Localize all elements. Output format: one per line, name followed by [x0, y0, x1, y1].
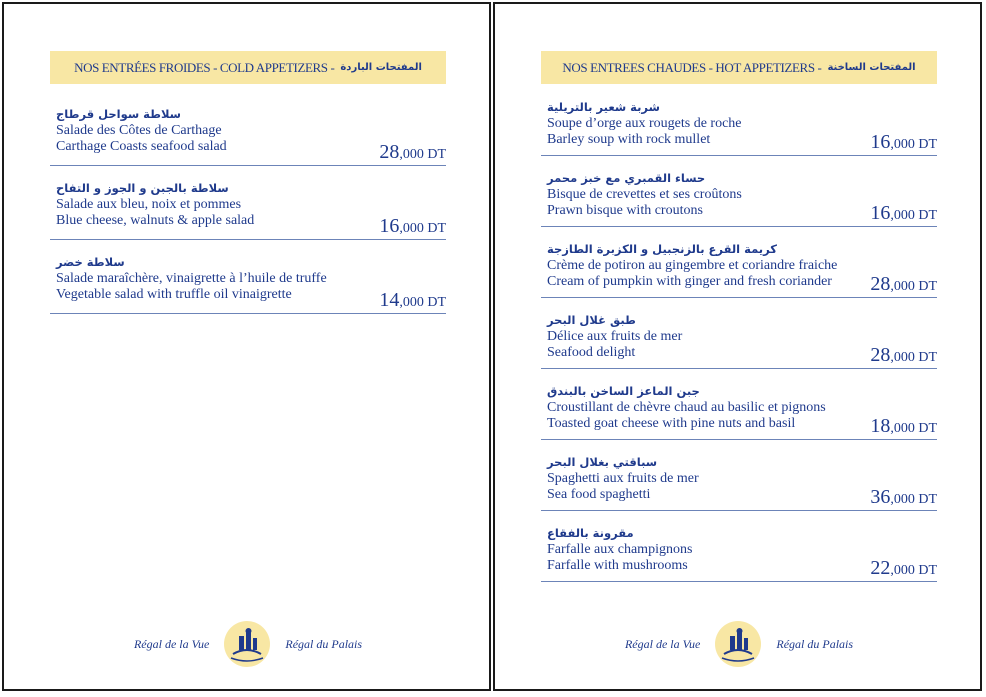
item-price: 16,000 DT [870, 202, 937, 224]
item-name-en: Prawn bisque with croutons [547, 203, 703, 218]
cold-items-list [50, 106, 446, 314]
footer-logo-band [50, 616, 446, 672]
menu-item [541, 241, 937, 298]
item-name-fr: Crème de potiron au gingembre et coriandre fraiche [547, 258, 838, 273]
section-header-hot [541, 51, 937, 84]
item-name-fr: Farfalle aux champignons [547, 542, 693, 557]
item-name-en: Blue cheese, walnuts & apple salad [56, 213, 255, 228]
item-name-en: Seafood delight [547, 345, 636, 360]
section-header-cold [50, 51, 446, 84]
header-ar: المفتحات الباردة [340, 62, 422, 73]
item-price: 18,000 DT [870, 415, 937, 437]
item-name-fr: Salade aux bleu, noix et pommes [56, 197, 242, 212]
item-name-ar: كريمة القرع بالزنجبيل و الكزبرة الطازجة [547, 242, 777, 256]
item-name-en: Carthage Coasts seafood salad [56, 139, 227, 154]
footer-tagline-right: Régal du Palais [285, 636, 363, 651]
item-price: 28,000 DT [870, 273, 937, 295]
item-name-en: Sea food spaghetti [547, 487, 651, 502]
footer-logo-band [541, 616, 937, 672]
item-name-fr: Croustillant de chèvre chaud au basilic et pignons [547, 400, 826, 415]
footer-tagline-left: Régal de la Vue [624, 636, 701, 651]
item-price: 28,000 DT [379, 141, 446, 163]
menu-item [50, 254, 446, 314]
menu-item [541, 525, 937, 582]
item-price: 16,000 DT [870, 131, 937, 153]
menu-item [50, 180, 446, 240]
item-name-ar: شربة شعير بالتريلية [547, 100, 660, 114]
item-name-en: Toasted goat cheese with pine nuts and basil [547, 416, 796, 431]
header-fr-en: NOS ENTRÉES FROIDES - COLD APPETIZERS - [74, 59, 335, 75]
item-name-fr: Spaghetti aux fruits de mer [547, 471, 699, 486]
menu-item [541, 312, 937, 369]
item-name-fr: Délice aux fruits de mer [547, 329, 683, 344]
item-name-fr: Bisque de crevettes et ses croûtons [547, 187, 742, 202]
menu-item [541, 454, 937, 511]
item-name-ar: جبن الماعز الساخن بالبندق [547, 384, 700, 398]
menu-item [50, 106, 446, 166]
item-name-en: Barley soup with rock mullet [547, 132, 711, 147]
item-name-ar: طبق غلال البحر [547, 313, 636, 327]
item-name-fr: Salade des Côtes de Carthage [56, 123, 222, 138]
menu-page-cold-appetizers [2, 2, 491, 691]
palace-logo-icon [714, 620, 762, 668]
item-price: 28,000 DT [870, 344, 937, 366]
menu-item [541, 383, 937, 440]
header-fr-en: NOS ENTREES CHAUDES - HOT APPETIZERS - [562, 59, 822, 75]
item-name-en: Cream of pumpkin with ginger and fresh coriander [547, 274, 832, 289]
item-price: 22,000 DT [870, 557, 937, 579]
item-name-fr: Soupe d’orge aux rougets de roche [547, 116, 742, 131]
item-name-ar: سلاطة سواحل قرطاج [56, 107, 181, 121]
footer-tagline-right: Régal du Palais [776, 636, 854, 651]
item-name-en: Farfalle with mushrooms [547, 558, 688, 573]
palace-logo-icon [223, 620, 271, 668]
item-price: 36,000 DT [870, 486, 937, 508]
menu-item [541, 99, 937, 156]
header-ar: المفتحات الساخنة [827, 62, 916, 73]
item-name-ar: سلاطة خضر [56, 255, 125, 269]
hot-items-list [541, 99, 937, 582]
item-name-ar: مقرونة بالفقاع [547, 526, 634, 540]
footer-tagline-left: Régal de la Vue [133, 636, 210, 651]
item-name-ar: حساء القمبري مع خبز محمر [547, 171, 706, 185]
menu-item [541, 170, 937, 227]
item-name-en: Vegetable salad with truffle oil vinaigrette [56, 287, 292, 302]
item-price: 16,000 DT [379, 215, 446, 237]
item-name-ar: سلاطة بالجبن و الجوز و التفاح [56, 181, 229, 195]
item-name-fr: Salade maraîchère, vinaigrette à l’huile de truffe [56, 271, 327, 286]
item-price: 14,000 DT [379, 289, 446, 311]
menu-page-hot-appetizers [493, 2, 982, 691]
item-name-ar: سباقتي بغلال البحر [547, 455, 658, 469]
